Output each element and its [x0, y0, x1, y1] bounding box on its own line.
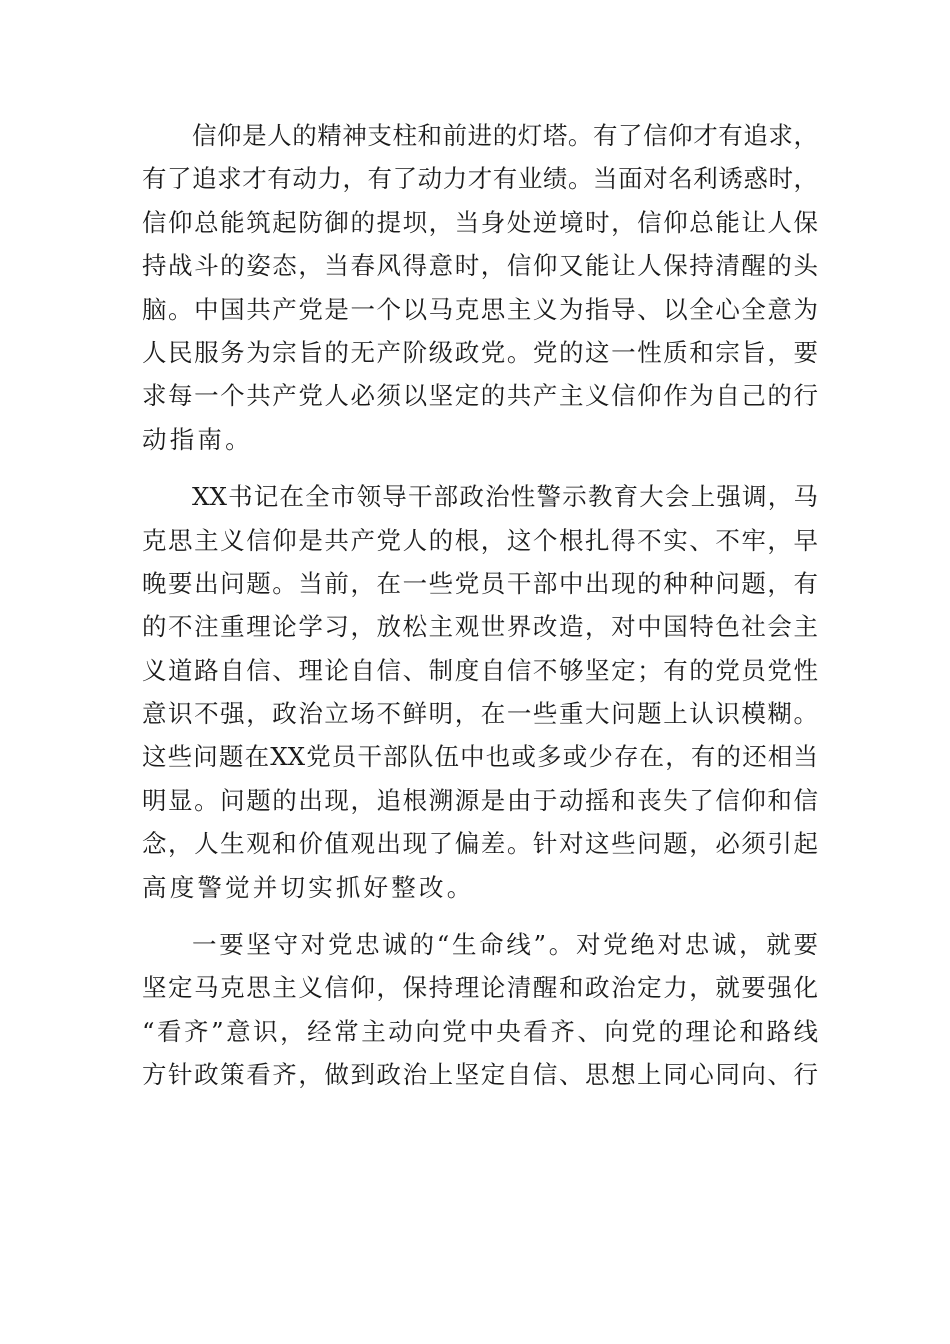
text-line: 克思主义信仰是共产党人的根，这个根扎得不实、不牢，早 — [142, 525, 818, 555]
text-line: 方针政策看齐，做到政治上坚定自信、思想上同心同向、行 — [142, 1060, 818, 1090]
text-line: 有了追求才有动力，有了动力才有业绩。当面对名利诱惑时， — [142, 164, 818, 194]
text-line: 这些问题在XX党员干部队伍中也或多或少存在，有的还相当 — [142, 742, 818, 772]
text-line: 动指南。 — [142, 424, 253, 454]
document-page — [142, 114, 818, 1111]
text-line: 明显。问题的出现，追根溯源是由于动摇和丧失了信仰和信 — [142, 785, 818, 815]
text-line: 脑。中国共产党是一个以马克思主义为指导、以全心全意为 — [142, 294, 818, 324]
paragraph-2 — [142, 475, 818, 909]
text-line: 持战斗的姿态，当春风得意时，信仰又能让人保持清醒的头 — [142, 251, 818, 281]
text-line: 人民服务为宗旨的无产阶级政党。党的这一性质和宗旨，要 — [142, 337, 818, 367]
text-line: 信仰是人的精神支柱和前进的灯塔。有了信仰才有追求， — [192, 121, 818, 150]
text-line: 一要坚守对党忠诚的“生命线”。对党绝对忠诚，就要 — [192, 930, 818, 960]
text-line: 信仰总能筑起防御的提坝，当身处逆境时，信仰总能让人保 — [142, 207, 818, 237]
text-line: 坚定马克思主义信仰，保持理论清醒和政治定力，就要强化 — [142, 973, 818, 1003]
paragraph-3 — [142, 923, 818, 1097]
text-line: 求每一个共产党人必须以坚定的共产主义信仰作为自己的行 — [142, 381, 818, 411]
text-line: 的不注重理论学习，放松主观世界改造，对中国特色社会主 — [142, 612, 818, 642]
text-line: 意识不强，政治立场不鲜明，在一些重大问题上认识模糊。 — [142, 699, 818, 729]
paragraph-1 — [142, 114, 818, 461]
text-line: 义道路自信、理论自信、制度自信不够坚定；有的党员党性 — [142, 655, 818, 685]
text-line: “看齐”意识，经常主动向党中央看齐、向党的理论和路线 — [142, 1016, 818, 1046]
text-line: XX书记在全市领导干部政治性警示教育大会上强调，马 — [192, 482, 818, 512]
text-line: 念，人生观和价值观出现了偏差。针对这些问题，必须引起 — [142, 829, 818, 859]
text-line: 晚要出问题。当前，在一些党员干部中出现的种种问题，有 — [142, 568, 818, 598]
text-line: 高度警觉并切实抓好整改。 — [142, 872, 475, 902]
